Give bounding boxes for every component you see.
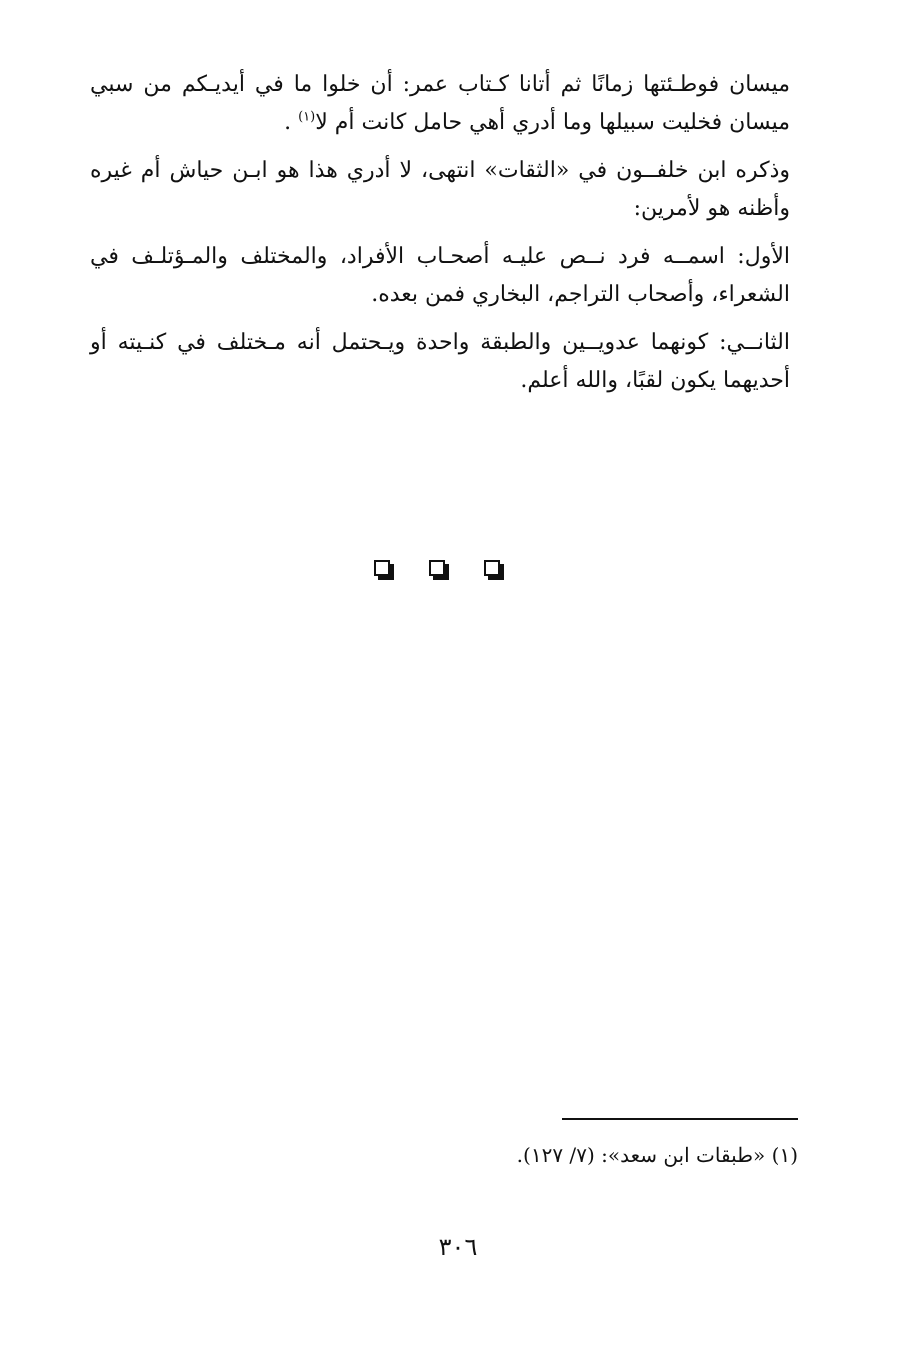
text-line: وذكره ابن خلفــون في «الثقات» انتهى، لا أدري هذا هو ابـن حياش أم غيره: [90, 158, 790, 183]
footnote-separator: [562, 1118, 798, 1120]
paragraph-3: [90, 238, 790, 314]
square-ornament-icon: [429, 560, 449, 580]
text-line: ميسان فوطـئتها زمانًا ثم أتانا كـتاب عمر: أن خلوا ما في أيديـكم من سبي: [90, 72, 790, 97]
paragraph-4: [90, 324, 790, 400]
paragraph-2: [90, 152, 790, 228]
footnote-marker[interactable]: (١): [298, 109, 316, 125]
footnote-1: (١) «طبقات ابن سعد»: (٧/ ١٢٧).: [516, 1143, 798, 1167]
paragraph-1: [90, 66, 790, 142]
square-ornament-icon: [484, 560, 504, 580]
text-line: أحديهما يكون لقبًا، والله أعلم.: [520, 368, 790, 393]
text-line: الأول: اسمــه فرد نــص عليـه أصحـاب الأفراد، والمختلف والمـؤتلـف في: [90, 244, 790, 269]
end-punctuation: .: [284, 110, 299, 135]
text-line: الثانــي: كونهما عدويــين والطبقة واحدة ويـحتمل أنه مـختلف في كنـيته أو: [90, 330, 790, 355]
section-divider-ornaments: [374, 560, 504, 586]
text-line-with-footnote: [90, 104, 790, 142]
text-line: وأظنه هو لأمرين:: [633, 196, 790, 221]
text-line: الشعراء، وأصحاب التراجم، البخاري فمن بعده.: [371, 282, 790, 307]
page-number: ٣٠٦: [438, 1233, 478, 1261]
main-text: [90, 66, 790, 410]
square-ornament-icon: [374, 560, 394, 580]
text-segment: ميسان فخليت سبيلها وما أدري أهي حامل كانت أم لا: [315, 110, 790, 135]
